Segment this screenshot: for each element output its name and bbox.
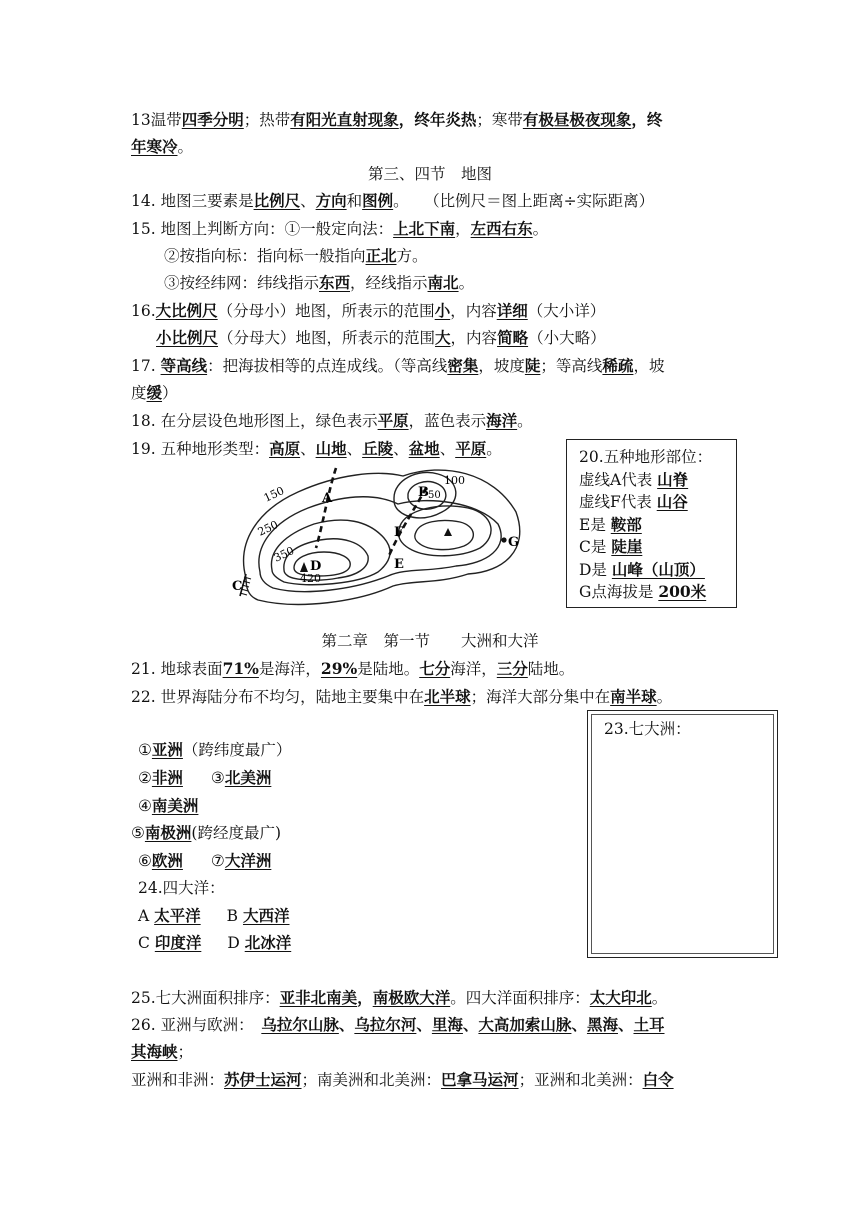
text: ，: [631, 110, 647, 129]
item-number: ⑤: [131, 824, 145, 842]
answer: 山峰（山顶）: [611, 559, 705, 579]
ocean-row: [138, 905, 290, 927]
answer: 里海: [431, 1015, 463, 1034]
line-19: [131, 438, 502, 460]
item-number: 13: [131, 111, 151, 129]
text: 亚洲和非洲：: [131, 1071, 225, 1089]
text: ②按指向标：指向标一般指向: [164, 247, 366, 265]
text: （小大略）: [528, 329, 606, 347]
row-label: G点海拔是: [579, 583, 654, 601]
answer: 大高加索山脉: [478, 1015, 572, 1034]
answer: 海洋: [486, 411, 518, 430]
item-letter: B: [226, 907, 239, 925]
text: 19. 五种地形类型：: [131, 440, 270, 458]
point-c-label: C: [232, 579, 243, 594]
line-22: [131, 686, 672, 708]
row-label: 虚线F代表: [579, 493, 652, 511]
box-row: [579, 536, 736, 559]
text: ，: [455, 220, 471, 238]
answer: 乌拉尔河: [354, 1015, 417, 1034]
text: 是海洋，: [258, 660, 321, 678]
answer: 密集: [447, 356, 479, 375]
answer: 东西: [319, 273, 351, 292]
answer: 左西右东: [470, 219, 533, 238]
answer: 四季分明: [181, 110, 244, 129]
box-row: [579, 491, 736, 514]
text: ，: [398, 110, 415, 129]
item-number: ②: [138, 769, 152, 787]
landform-parts-box: [566, 439, 737, 608]
continent-item: [138, 739, 291, 761]
line-17b: [131, 382, 178, 404]
line-27: [131, 1069, 674, 1091]
item-number: ⑦: [210, 852, 225, 870]
line-21: [131, 658, 574, 680]
text: 、: [617, 1015, 634, 1034]
answer: 方向: [315, 191, 347, 210]
text: ；: [177, 1043, 194, 1061]
answer: 山地: [315, 439, 347, 458]
ocean-row: [138, 932, 291, 954]
line-16b: [156, 327, 606, 349]
text: ；等高线: [540, 357, 603, 375]
dashed-line-a: [316, 468, 336, 548]
answer: 苏伊士运河: [224, 1070, 302, 1089]
answer: 巴拿马运河: [441, 1070, 519, 1089]
text: 温带: [150, 111, 182, 129]
text: 方。: [396, 247, 428, 265]
answer: 71%: [222, 659, 259, 678]
answer: 年寒冷: [131, 137, 178, 156]
answer: 有阳光直射现象: [290, 110, 399, 129]
answer: 大: [435, 328, 451, 347]
answer: 大比例尺: [155, 301, 218, 320]
answer: 图例: [362, 191, 394, 210]
text: 和: [346, 192, 363, 210]
text: 。: [486, 440, 502, 458]
note: (跨经度最广): [191, 824, 282, 842]
text: 、: [300, 192, 316, 210]
text: ；南美洲和北美洲：: [301, 1071, 442, 1089]
answer: 南北: [427, 273, 459, 292]
answer: 非洲: [151, 768, 183, 787]
answer: 上北下南: [393, 219, 456, 238]
contour-label-350: 350: [271, 544, 297, 565]
line-17: [131, 355, 664, 377]
line-15: [131, 218, 548, 240]
item-letter: A: [138, 907, 150, 925]
answer: 等高线: [160, 356, 208, 375]
line-15c: [164, 272, 474, 294]
answer: 土耳: [633, 1015, 665, 1034]
text: 是陆地。: [357, 660, 420, 678]
answer: 南极洲: [144, 823, 192, 842]
answer: 印度洋: [154, 933, 202, 952]
answer: 太平洋: [154, 906, 201, 925]
answer: 平原: [455, 439, 487, 458]
text: ③按经纬网：纬线指示: [164, 274, 320, 292]
point-f-label: F: [394, 525, 404, 540]
box-title: 23.七大洲：: [604, 720, 691, 738]
line-16: [131, 300, 605, 322]
contour-label-420: 420: [300, 572, 321, 585]
text: 海洋，: [450, 660, 497, 678]
row-label: E是: [579, 515, 606, 534]
text: ：把海拔相等的点连成线。（等高线: [207, 357, 448, 375]
text: 。: [656, 688, 673, 706]
answer: 缓: [146, 383, 163, 402]
contour-map: [228, 462, 528, 618]
answer: 南半球: [610, 687, 657, 706]
text: ，坡: [633, 357, 665, 375]
answer: 平原: [377, 411, 409, 430]
text: 17.: [131, 357, 161, 375]
answer: 北冰洋: [244, 933, 292, 952]
text: （分母小）地图，所表示的范围: [217, 302, 435, 320]
answer: 乌拉尔山脉: [261, 1015, 339, 1034]
item-letter: C: [138, 934, 150, 952]
text: 。: [517, 412, 533, 430]
answer: 终: [646, 110, 663, 129]
answer: 亚洲: [151, 740, 183, 759]
point-d-label: D: [310, 559, 322, 574]
answer: 三分: [496, 659, 528, 678]
answer: 小比例尺: [156, 328, 219, 347]
text: 。四大洋面积排序：: [450, 989, 590, 1007]
continent-item: [131, 822, 281, 844]
item-number: ④: [138, 797, 152, 815]
line-25: [131, 987, 667, 1009]
continent-item: [138, 850, 271, 872]
item-number: ⑥: [138, 852, 152, 870]
answer: 山脊: [657, 469, 689, 489]
text: ；寒带: [476, 111, 523, 129]
text: ；热带: [243, 111, 291, 129]
answer: 北半球: [424, 687, 471, 706]
row-label: 虚线A代表: [579, 470, 653, 489]
point-g-label: G: [508, 535, 520, 550]
text: 16.: [131, 302, 156, 320]
answer: 南极欧大洋: [372, 988, 451, 1007]
text: ，内容: [450, 329, 498, 347]
continent-item: [138, 767, 271, 789]
answer: 200米: [658, 582, 707, 601]
answer: 南美洲: [151, 796, 199, 815]
answer: 盆地: [408, 439, 440, 458]
text: 、: [439, 440, 456, 458]
text: ；海洋大部分集中在: [470, 688, 611, 706]
answer: 鞍部: [610, 514, 642, 534]
line-15b: [164, 245, 428, 267]
box-title: 20.五种地形部位：: [579, 448, 713, 466]
text: ，经线指示: [350, 274, 428, 292]
seven-continents-box: [587, 710, 778, 958]
text: 。: [651, 989, 668, 1007]
contour-label-250: 250: [255, 518, 281, 539]
contour-label-100: 100: [444, 474, 465, 487]
contour-label-50: 50: [428, 490, 441, 501]
section-title: 第三、四节 地图: [367, 165, 492, 183]
text: 、: [393, 440, 409, 458]
row-label: C是: [579, 538, 607, 556]
answer: 陡崖: [611, 537, 643, 556]
answer: 山谷: [656, 492, 688, 511]
point-e-label: E: [394, 557, 404, 572]
text: ，内容: [450, 302, 497, 320]
text: ；亚洲和北美洲：: [518, 1071, 643, 1089]
text: 度: [131, 384, 147, 402]
box-row: [579, 581, 736, 604]
answer: 终年炎热: [414, 110, 477, 129]
text: 、: [300, 440, 316, 458]
answer: 其海峡: [131, 1042, 178, 1061]
text: （分母大）地图，所表示的范围: [218, 329, 436, 347]
text: ，坡度: [478, 357, 525, 375]
answer: 陡: [524, 356, 541, 375]
text: 25.七大洲面积排序：: [131, 989, 280, 1007]
chapter-title: 第二章 第一节 大洲和大洋: [321, 632, 539, 650]
oceans-title: 24.四大洋：: [138, 879, 225, 897]
line-14: [131, 190, 654, 212]
text: 。: [532, 220, 549, 238]
text: 26. 亚洲与欧洲：: [131, 1016, 262, 1034]
line-26-cont: [131, 1041, 193, 1063]
line-26: [131, 1014, 665, 1036]
text: 。: [177, 138, 194, 156]
note: （跨纬度最广）: [182, 741, 292, 759]
item-letter: D: [227, 934, 240, 952]
answer: 七分: [419, 659, 451, 678]
answer: 简略: [497, 328, 529, 347]
line-13: [131, 109, 662, 131]
answer: 大西洋: [242, 906, 290, 925]
text: （大小详）: [527, 302, 606, 320]
box-row: [579, 559, 736, 582]
text: 。: [458, 274, 475, 292]
line-13-cont: [131, 136, 193, 158]
text: 15. 地图上判断方向：①一般定向法：: [131, 220, 394, 238]
text: 。 （比例尺＝图上距离÷实际距离）: [393, 192, 655, 210]
text: 14. 地图三要素是: [131, 192, 254, 210]
answer: 亚非北南美: [279, 988, 358, 1007]
point-a-label: A: [322, 491, 333, 506]
text: 、: [416, 1015, 432, 1034]
text: 、: [346, 440, 363, 458]
item-number: ①: [138, 741, 152, 759]
answer: 太大印北: [589, 988, 652, 1007]
answer: 正北: [365, 246, 397, 265]
answer: 详细: [496, 301, 528, 320]
box-row: [579, 469, 736, 492]
answer: 黑海: [586, 1015, 618, 1034]
point-b-label: B: [418, 485, 429, 500]
item-number: ③: [210, 769, 225, 787]
text: 22. 世界海陆分布不均匀，陆地主要集中在: [131, 688, 425, 706]
text: 、: [462, 1015, 479, 1034]
answer: 稀疏: [602, 356, 634, 375]
text: 21. 地球表面: [131, 660, 223, 678]
answer: 高原: [269, 439, 301, 458]
answer: 大洋洲: [224, 851, 272, 870]
answer: 北美洲: [224, 768, 272, 787]
answer: 比例尺: [253, 191, 301, 210]
answer: 有极昼极夜现象: [522, 110, 632, 129]
line-18: [131, 410, 533, 432]
box-row: [579, 514, 736, 537]
text: ，蓝色表示: [408, 412, 487, 430]
box-inner-border: [591, 714, 774, 954]
answer: 白令: [642, 1070, 674, 1089]
answer: 欧洲: [151, 851, 183, 870]
row-label: D是: [579, 560, 607, 579]
text: 、: [338, 1015, 355, 1034]
continent-item: [138, 795, 198, 817]
text: ）: [162, 384, 178, 402]
text: 陆地。: [527, 660, 575, 678]
answer: 小: [434, 301, 451, 320]
text: 、: [571, 1015, 587, 1034]
answer: 29%: [320, 659, 358, 678]
text: 18. 在分层设色地形图上，绿色表示: [131, 412, 378, 430]
answer: 丘陵: [362, 439, 394, 458]
contour-label-150: 150: [261, 484, 287, 505]
text: ，: [357, 988, 373, 1007]
